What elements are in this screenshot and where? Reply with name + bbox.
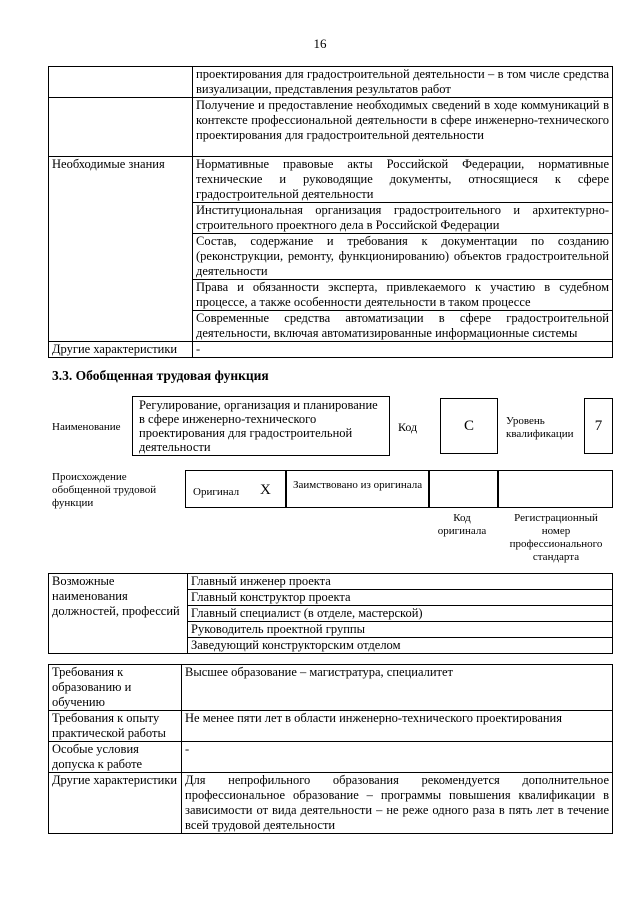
origin-reg-caption: Регистрационный номер профессионального стандарта (509, 512, 603, 563)
origin-label: Происхождение обобщенной трудовой функции (52, 471, 157, 509)
table-cell: Нормативные правовые акты Российской Федерации, нормативные технические и руководящие документы, относящиеся к сфере градостроительной деятельности (193, 157, 613, 203)
table-cell: Состав, содержание и требования к документации по созданию (реконструкции, ремонту, функционированию) объектов градостроительной деятельности (193, 234, 613, 280)
section-title: 3.3. Обобщенная трудовая функция (52, 368, 269, 383)
table-cell: проектирования для градостроительной деятельности – в том числе средства визуализации, представления результатов работ (193, 67, 613, 98)
experience-value: Не менее пяти лет в области инженерно-технического проектирования (182, 711, 613, 742)
other-value: Для непрофильного образования рекомендуется дополнительное профессиональное образование – программы повышения квалификации в зависимости от вида деятельности – не реже одного раза в пять лет в течение всей трудовой деятельности (182, 773, 613, 834)
table-cell-empty (49, 98, 193, 157)
experience-label: Требования к опыту практической работы (49, 711, 182, 742)
gtf-code-value: C (440, 398, 498, 454)
position-item: Руководитель проектной группы (188, 622, 613, 638)
gtf-name-value: Регулирование, организация и планирование в сфере инженерно-технического проектирования для градостроительной деятельности (132, 396, 390, 456)
position-item: Главный конструктор проекта (188, 590, 613, 606)
gtf-level-label: Уровень квалификации (506, 415, 574, 440)
other-label: Другие характеристики (49, 773, 182, 834)
knowledge-label: Необходимые знания (49, 157, 193, 342)
origin-original-mark: X (260, 482, 271, 498)
positions-label: Возможные наименования должностей, профессий (49, 574, 188, 654)
special-conditions-label: Особые условия допуска к работе (49, 742, 182, 773)
origin-borrowed-label: Заимствовано из оригинала (293, 479, 423, 491)
origin-code-caption: Код оригинала (437, 512, 487, 537)
origin-divider (428, 470, 430, 508)
origin-divider (497, 470, 499, 508)
other-characteristics-label: Другие характеристики (49, 342, 193, 358)
table-cell-empty (49, 67, 193, 98)
table-cell: Права и обязанности эксперта, привлекаемого к участию в судебном процессе, а также особенности деятельности в таком процессе (193, 280, 613, 311)
positions-table (48, 573, 613, 654)
education-value: Высшее образование – магистратура, специалитет (182, 665, 613, 711)
table-cell: Институциональная организация градостроительного и архитектурно-строительного проектного дела в Российской Федерации (193, 203, 613, 234)
knowledge-table (48, 66, 613, 358)
origin-divider (285, 470, 287, 508)
position-item: Главный инженер проекта (188, 574, 613, 590)
table-cell: Современные средства автоматизации в сфере градостроительной деятельности, включая автоматизированные информационные системы (193, 311, 613, 342)
special-conditions-value: - (182, 742, 613, 773)
table-cell: Получение и предоставление необходимых сведений в ходе коммуникаций в контексте профессиональной деятельности в сфере инженерно-технического проектирования для градостроительной деятельности (193, 98, 613, 157)
page-number: 16 (313, 36, 327, 51)
origin-original-label: Оригинал (193, 486, 240, 498)
other-characteristics-value: - (193, 342, 613, 358)
requirements-table (48, 664, 613, 834)
education-label: Требования к образованию и обучению (49, 665, 182, 711)
gtf-level-value: 7 (584, 398, 613, 454)
position-item: Заведующий конструкторским отделом (188, 638, 613, 654)
gtf-code-label: Код (398, 420, 418, 434)
position-item: Главный специалист (в отделе, мастерской) (188, 606, 613, 622)
gtf-name-label: Наименование (52, 421, 121, 433)
